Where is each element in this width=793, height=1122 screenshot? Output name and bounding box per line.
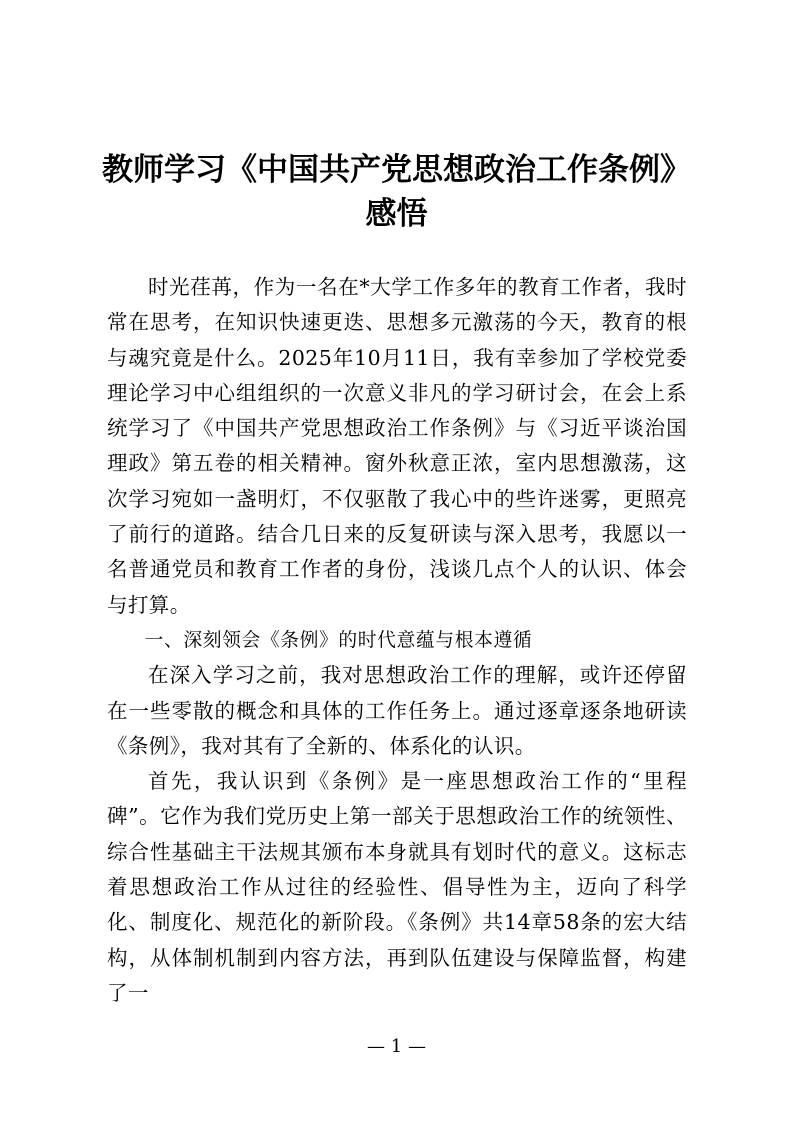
- section-heading: 一、深刻领会《条例》的时代意蕴与根本遵循: [144, 629, 533, 651]
- body-paragraph: 在深入学习之前，我对思想政治工作的理解，或许还停留在一些零散的概念和具体的工作任务上。通过逐章逐条地研读《条例》，我对其有了全新的、体系化的认识。: [107, 663, 687, 758]
- document-title: 教师学习《中国共产党思想政治工作条例》感悟: [102, 152, 691, 232]
- page-number: — 1 —: [367, 1036, 426, 1057]
- body-paragraph: 首先，我认识到《条例》是一座思想政治工作的“里程碑”。它作为我们党历史上第一部关于思想政治工作的统领性、综合性基础主干法规其颁布本身就具有划时代的意义。这标志着思想政治工作从过往的经验性、倡导性为主，迈向了科学化、制度化、规范化的新阶段。《条例》共14章58条的宏大结构，从体制机制到内容方法，再到队伍建设与保障监督，构建了一: [107, 769, 687, 1005]
- document-body: [107, 270, 687, 1011]
- intro-paragraph: 时光荏苒，作为一名在*大学工作多年的教育工作者，我时常在思考，在知识快速更迭、思想多元激荡的今天，教育的根与魂究竟是什么。2025年10月11日，我有幸参加了学校党委理论学习中心组组织的一次意义非凡的学习研讨会，在会上系统学习了《中国共产党思想政治工作条例》与《习近平谈治国理政》第五卷的相关精神。窗外秋意正浓，室内思想激荡，这次学习宛如一盏明灯，不仅驱散了我心中的些许迷雾，更照亮了前行的道路。结合几日来的反复研读与深入思考，我愿以一名普通党员和教育工作者的身份，浅谈几点个人的认识、体会与打算。: [107, 275, 687, 617]
